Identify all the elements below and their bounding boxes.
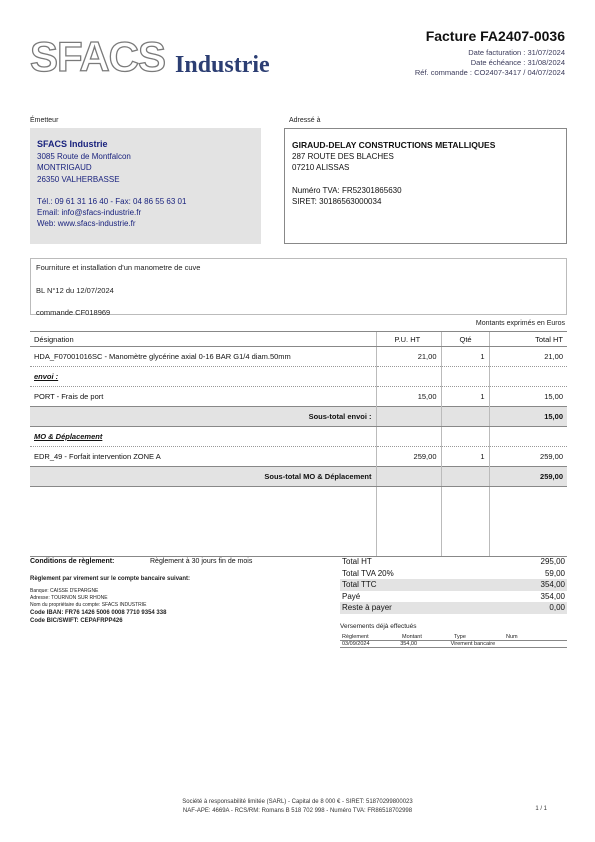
section-row [30, 367, 567, 387]
bank-details [30, 576, 190, 625]
recipient-siret: SIRET: 30186563000034 [292, 196, 382, 206]
table-row [30, 387, 567, 407]
total-ht-label: Total HT [342, 557, 372, 566]
bank-heading: Règlement par virement sur le compte bancaire suivant: [30, 576, 191, 582]
payment-num [528, 641, 567, 647]
legal-footer [0, 798, 595, 815]
payment-type: Virement bancaire [450, 641, 496, 647]
header-designation: Désignation [30, 332, 376, 347]
logo-industrie-text: Industrie [175, 52, 270, 78]
emitter-label: Émetteur [30, 117, 59, 124]
emitter-email: Email: info@sfacs-industrie.fr [37, 208, 142, 218]
emitter-address-2: MONTRIGAUD [37, 163, 92, 173]
ref-commande: Réf. commande : CO2407-3417 / 04/07/2024 [414, 68, 565, 77]
remaining-value: 0,00 [549, 603, 565, 612]
recipient-vat: Numéro TVA: FR52301865630 [292, 185, 402, 195]
invoice-lines-table [30, 331, 567, 557]
bank-bic: Code BIC/SWIFT: CEPAFRPP426 [30, 618, 123, 624]
row-total: 259,00 [489, 447, 567, 467]
payments-title: Versements déjà effectués [340, 623, 417, 630]
emitter-box [30, 128, 261, 244]
recipient-name: GIRAUD-DELAY CONSTRUCTIONS METALLIQUES [292, 140, 496, 150]
row-pu: 15,00 [376, 387, 441, 407]
total-tva-value: 59,00 [544, 568, 565, 578]
recipient-label: Adressé à [289, 117, 321, 124]
paid-row [340, 591, 567, 603]
subtotal-value: 15,00 [489, 407, 567, 427]
payments-header-reglement: Règlement [342, 634, 369, 640]
emitter-phone: Tél.: 09 61 31 16 40 - Fax: 04 86 55 63 01 [37, 196, 187, 206]
payments-made [340, 623, 567, 648]
payment-amount: 354,00 [400, 641, 418, 647]
row-pu: 21,00 [376, 347, 441, 367]
payments-header-type: Type [454, 634, 466, 640]
emitter-address-1: 3085 Route de Montfalcon [37, 152, 131, 162]
totals-box [340, 556, 567, 614]
logo-sfacs-text: SFACS [30, 33, 166, 80]
row-qty: 1 [441, 387, 489, 407]
object-line-1: Fourniture et installation d'un manometre de cuve [36, 263, 201, 272]
payment-conditions [30, 558, 253, 565]
footer-line-2: NAF-APE: 4669A - RCS/RM: Romans B 518 702 998 - Numéro TVA: FR86518702998 [182, 807, 413, 814]
total-ht-value: 295,00 [540, 557, 565, 566]
total-ttc-label: Total TTC [342, 580, 377, 589]
paid-label: Payé [342, 591, 361, 601]
bank-address: Adresse: TOURNON SUR RHONE [30, 595, 108, 601]
subtotal-label: Sous-total envoi : [30, 407, 376, 427]
bank-owner: Nom du propriétaire du compte: SFACS INDUSTRIE [30, 602, 147, 608]
payment-date: 03/09/2024 [342, 641, 370, 647]
date-facturation: Date facturation : 31/07/2024 [468, 48, 565, 57]
section-row [30, 427, 567, 447]
row-qty: 1 [441, 447, 489, 467]
emitter-address-3: 26350 VALHERBASSE [37, 174, 120, 184]
row-total: 15,00 [489, 387, 567, 407]
subtotal-row [30, 467, 567, 487]
header-total: Total HT [489, 332, 567, 347]
company-logo [30, 34, 290, 80]
bank-iban: Code IBAN: FR76 1426 5006 0008 7710 9354 338 [30, 610, 167, 616]
row-pu: 259,00 [376, 447, 441, 467]
page-number: 1 / 1 [535, 806, 547, 812]
invoice-object-box [30, 258, 567, 315]
header-qty: Qté [441, 332, 489, 347]
payments-header-montant: Montant [402, 634, 422, 640]
table-row [30, 447, 567, 467]
payments-header-num: Num [506, 634, 518, 640]
total-ht-row [340, 556, 567, 568]
remaining-label: Reste à payer [342, 603, 392, 612]
section-envoi-title: envoi : [34, 372, 59, 381]
invoice-meta [415, 48, 565, 78]
emitter-web: Web: www.sfacs-industrie.fr [37, 219, 136, 229]
row-designation: PORT - Frais de port [30, 387, 376, 407]
table-filler-row [30, 487, 567, 557]
header-pu: P.U. HT [376, 332, 441, 347]
paid-value: 354,00 [540, 591, 565, 601]
invoice-title: Facture FA2407-0036 [425, 28, 565, 44]
recipient-address-2: 07210 ALISSAS [292, 163, 350, 173]
currency-note: Montants exprimés en Euros [475, 320, 565, 327]
bank-name: Banque: CAISSE D'EPARGNE [30, 588, 99, 594]
subtotal-label: Sous-total MO & Déplacement [30, 467, 376, 487]
recipient-address-1: 287 ROUTE DES BLACHES [292, 152, 394, 162]
total-tva-label: Total TVA 20% [342, 568, 394, 578]
date-echeance: Date échéance : 31/08/2024 [470, 58, 565, 67]
table-row [30, 347, 567, 367]
conditions-label: Conditions de règlement: [30, 558, 115, 565]
payment-row [340, 641, 567, 648]
table-header-row [30, 332, 567, 347]
payments-header [340, 634, 567, 641]
conditions-value: Règlement à 30 jours fin de mois [150, 558, 253, 565]
remaining-row [340, 602, 567, 614]
row-designation: EDR_49 - Forfait intervention ZONE A [30, 447, 376, 467]
subtotal-value: 259,00 [489, 467, 567, 487]
total-tva-row [340, 568, 567, 580]
row-total: 21,00 [489, 347, 567, 367]
subtotal-row [30, 407, 567, 427]
row-qty: 1 [441, 347, 489, 367]
object-line-2: BL N°12 du 12/07/2024 [36, 285, 114, 295]
section-mo-title: MO & Déplacement [34, 432, 103, 441]
footer-line-1: Société à responsabilité limitée (SARL) - Capital de 8 000 € - SIRET: 51870299800023 [182, 799, 413, 805]
recipient-box [284, 128, 567, 244]
row-designation: HDA_F07001016SC - Manomètre glycérine axial 0-16 BAR G1/4 diam.50mm [30, 347, 376, 367]
total-ttc-value: 354,00 [540, 580, 565, 589]
object-line-3: commande CF018969 [36, 308, 111, 317]
emitter-name: SFACS Industrie [37, 139, 108, 149]
total-ttc-row [340, 579, 567, 591]
